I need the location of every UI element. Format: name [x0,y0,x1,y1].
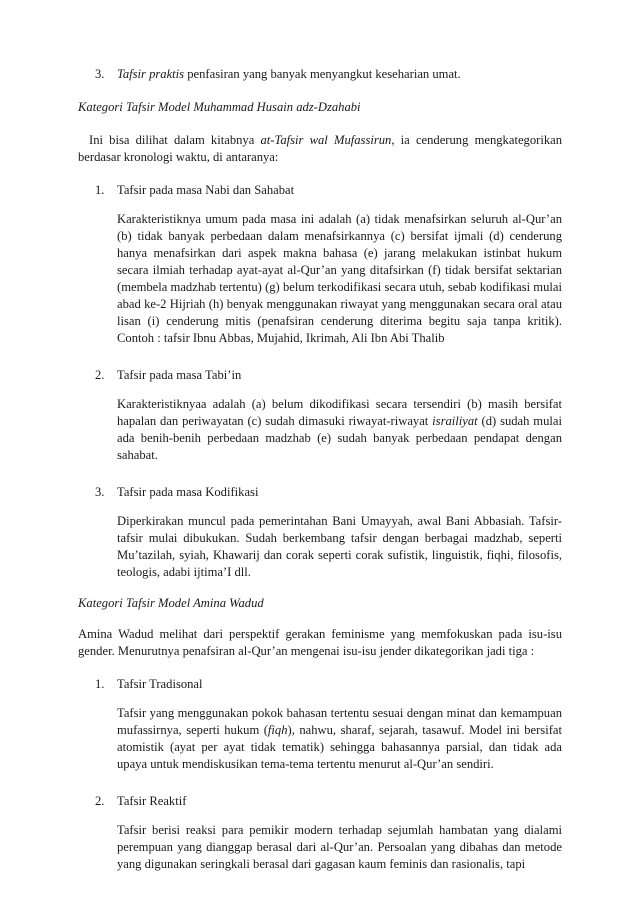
list-item-title: Tafsir pada masa Nabi dan Sahabat [117,183,295,197]
term-italic: israiliyat [432,414,478,428]
section-heading-wadud: Kategori Tafsir Model Amina Wadud [78,596,264,610]
list-number: 1. [95,183,105,197]
list-item-title: Tafsir Tradisonal [117,677,203,691]
list-item-body: Diperkirakan muncul pada pemerintahan Bani Umayyah, awal Bani Abbasiah. Tafsir-tafsir mulai dibukukan. Sudah berkembang tafsir dengan berbagai madzhab, seperti Mu’tazilah, syiah, Khawarij dan corak seperti corak sufistik, linguistik, fiqhi, filosofis, teologis, adabi ijtima’I dll. [117,514,562,579]
list-item-tabiin [95,367,562,384]
list-number: 3. [95,67,105,81]
list-item-kodifikasi [95,484,562,501]
list-item-body [117,396,562,464]
document-page [78,66,562,873]
list-item-tradisional [95,676,562,693]
section-intro-paragraph [78,132,562,166]
body-text-cont: (d) sudah mulai ada benih-benih perbedaan madzhab (e) sudah banyak perbedaan pendapat dengan sahabat. [117,414,562,462]
term-description: penfasiran yang banyak menyangkut keseharian umat. [184,67,461,81]
list-item-title: Tafsir Reaktif [117,794,187,808]
body-text-cont: ), nahwu, sharaf, sejarah, tasawuf. Model ini bersifat atomistik (ayat per ayat tidak tematik) sehingga bahasannya parsial, dan tidak ada upaya untuk mendiskusikan tema-tema tertentu menurut al-Qur’an sendiri. [117,723,562,771]
list-number: 2. [95,368,105,382]
body-text: Karakteristiknyaa adalah (a) belum dikodifikasi secara tersendiri (b) masih bersifat hapalan dan periwayatan (c) sudah dimasuki riwayat-riwayat [117,397,562,428]
list-item-title: Tafsir pada masa Tabi’in [117,368,242,382]
list-number: 3. [95,485,105,499]
list-item-reaktif [95,793,562,810]
body-text: Tafsir yang menggunakan pokok bahasan tertentu sesuai dengan minat dan kemampuan mufassirnya, seperti hukum ( [117,706,562,737]
intro-text-cont: , ia cenderung mengkategorikan berdasar kronologi waktu, di antaranya: [78,133,562,164]
section-heading-dzahabi: Kategori Tafsir Model Muhammad Husain adz-Dzahabi [78,100,361,114]
list-item-body: Karakteristiknya umum pada masa ini adalah (a) tidak menafsirkan seluruh al-Qur’an (b) tidak banyak perbedaan dalam menafsirkannya (c) bersifat ijmali (d) cenderung hanya menafsirkan dari aspek makna bahasa (e) jarang melakukan istinbat hukum secara ilmiah terhadap ayat-ayat al-Qur’an yang ditafsirkan (f) tidak bersifat sektarian (membela madzhab tertentu) (g) belum terkodifikasi secara utuh, sebab kodifikasi mulai abad ke-2 Hijriah (h) benyak menggunakan riwayat yang menggunakan secara oral atau lisan (i) cenderung mitis (penafsiran cenderung diterima begitu saja tanpa kritik). Contoh : tafsir Ibnu Abbas, Mujahid, Ikrimah, Ali Ibn Abi Thalib [117,212,562,345]
list-item-text [117,66,562,83]
list-item-nabi [95,182,562,199]
book-title-italic: at-Tafsir wal Mufassirun [260,133,392,147]
intro-list-item [95,66,562,83]
list-number: 2. [95,794,105,808]
list-item-body [117,705,562,773]
list-number: 1. [95,677,105,691]
list-item-body: Tafsir berisi reaksi para pemikir modern terhadap sejumlah hambatan yang dialami perempuan yang dianggap berasal dari al-Qur’an. Persoalan yang dibahas dan metode yang digunakan seringkali berasal dari gagasan kaum feminis dan rasionalis, tapi [117,823,562,871]
section-intro-paragraph: Amina Wadud melihat dari perspektif gerakan feminisme yang memfokuskan pada isu-isu gender. Menurutnya penafsiran al-Qur’an mengenai isu-isu jender dikategorikan jadi tiga : [78,627,562,658]
intro-text: Ini bisa dilihat dalam kitabnya [89,133,261,147]
term-italic: fiqh [267,723,288,737]
term-italic: Tafsir praktis [117,67,185,81]
list-item-title: Tafsir pada masa Kodifikasi [117,485,259,499]
